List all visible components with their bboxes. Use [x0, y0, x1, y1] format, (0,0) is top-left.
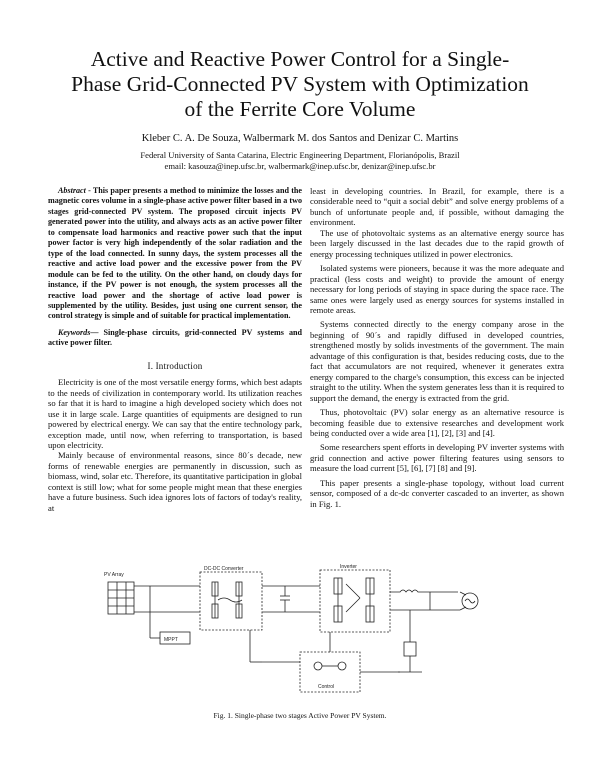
intro-paragraph-2: Mainly because of environmental reasons, since 80´s decade, new forms of renewable energies are permanently in discussion, such as biomass, wind, solar etc. Therefore, its quantitative participation in global context is still low; what for some people might mean that these energies have a future business. Such idea ignores lots of factors of today's reality, at: [48, 450, 303, 513]
authors: Kleber C. A. De Souza, Walbermark M. dos Santos and Denizar C. Martins: [141, 133, 459, 144]
pv-array-label: PV Array: [104, 572, 124, 578]
figure-caption: Fig. 1. Single-phase two stages Active Power PV System.: [213, 711, 387, 720]
author-emails: email: kasouza@inep.ufsc.br, walbermark@inep.ufsc.br, denizar@inep.ufsc.br: [164, 161, 436, 171]
affiliation: Federal University of Santa Catarina, Electric Engineering Department, Florianópolis, Brazil: [140, 150, 460, 160]
pv-array: [104, 572, 134, 614]
circuit-diagram-figure: [90, 562, 490, 707]
inverter-block: [320, 564, 390, 632]
control-label: Control: [318, 684, 335, 690]
section-heading-introduction: I. Introduction: [147, 360, 203, 371]
affiliation-block: [40, 150, 560, 172]
load-block: [398, 610, 422, 672]
body-paragraph-1: least in developing countries. In Brazil, for example, there is a considerable need to “quit a social debit” and solve energy problems of a bunch of unfortunate people and, if possible, without damaging the environment.: [310, 186, 564, 228]
keywords-label: Keywords: [58, 327, 91, 337]
keywords-text: — Single-phase circuits, grid-connected PV systems and active power filter.: [48, 327, 302, 348]
right-column: [310, 186, 564, 509]
abstract: [48, 186, 302, 322]
left-column: [48, 186, 302, 513]
control-block: [250, 630, 400, 692]
keywords: [48, 328, 302, 349]
body-paragraph-7: This paper presents a single-phase topology, without load current sensor, composed of a dc-dc converter cascaded to an inverter, as shown in Fig. 1.: [310, 477, 564, 509]
title-line-2: Phase Grid-Connected PV System with Optimization: [71, 72, 529, 96]
abstract-label: Abstract: [58, 186, 86, 195]
body-paragraph-6: Some researchers spent efforts in developing PV inverter systems with grid connection and active power filtering features using sensors to measure the load current [5], [6], [7] [8] and [9].: [310, 442, 564, 474]
body-paragraph-2: The use of photovoltaic systems as an alternative energy source has been largely discussed in the last decades due to the rapid growth of energy processing techniques utilized in power electronics.: [310, 227, 564, 259]
title-line-3: of the Ferrite Core Volume: [184, 97, 416, 121]
body-paragraph-3: Isolated systems were pioneers, because it was the more adequate and practical (less costs and weight) to provide the amount of energy necessary for long periods of staying in space during the space race. The same ones were largely used as energy sources for systems installed in remote areas.: [310, 263, 564, 315]
title-line-1: Active and Reactive Power Control for a Single-: [90, 47, 510, 71]
body-paragraph-5: Thus, photovoltaic (PV) solar energy as an alternative resource is becoming feasible due to extensive researches and development work being conducted over a wide area [1], [2], [3] and [4].: [310, 407, 564, 438]
body-paragraph-4: Systems connected directly to the energy company arose in the beginning of 90´s and rapidly diffused in developed countries, strengthened mostly by solids investments of the government. The main advantage of this configuration is that, besides reducing costs, due to the fact that accumulators are not required, whenever it generates extra energy compared to the charge's consumption, this excess can be injected straight to the utility. When the system generates less than it is required to support the demand, the energy is extracted from the grid.: [310, 319, 564, 403]
paper-title: [40, 47, 560, 122]
dc-dc-converter: [160, 566, 280, 630]
inverter-label: Inverter: [340, 564, 357, 570]
dc-dc-label: DC-DC Converter: [204, 566, 244, 572]
intro-paragraph-1: Electricity is one of the most versatile energy forms, which best adapts to the needs of civilization in contemporary world. Its utilization reaches so far that it is hard to imagine a high developed society which does not use it in large scale. Large quantities of equipments are designed to run powered by electrical energy. We can say that the entire technology park, exception made, until now, when referring to transportation, is based upon electricity.: [48, 377, 302, 450]
abstract-text: - This paper presents a method to minimize the losses and the magnetic cores volume in a single-phase active power filter based in a two stages grid-connected PV system. The proposed circuit injects PV generated power into the utility, and always acts as an active power filter to compensate load harmonics and reactive power such that the input power factor is very high independently of the solar radiation and the type of the load connected. In sunny days, the system processes all the reactive and active load power and the excessive power from the PV module can be fed to the utility. On the other hand, on cloudy days for instance, if the PV power is not enough, the system processes all the reactive load power and the shortage of active load power is supplemented by the utility. Besides, just using one current sensor, the control strategy is simple and of suitable for practical implementation.: [48, 186, 302, 321]
mppt-label: MPPT: [164, 637, 178, 643]
